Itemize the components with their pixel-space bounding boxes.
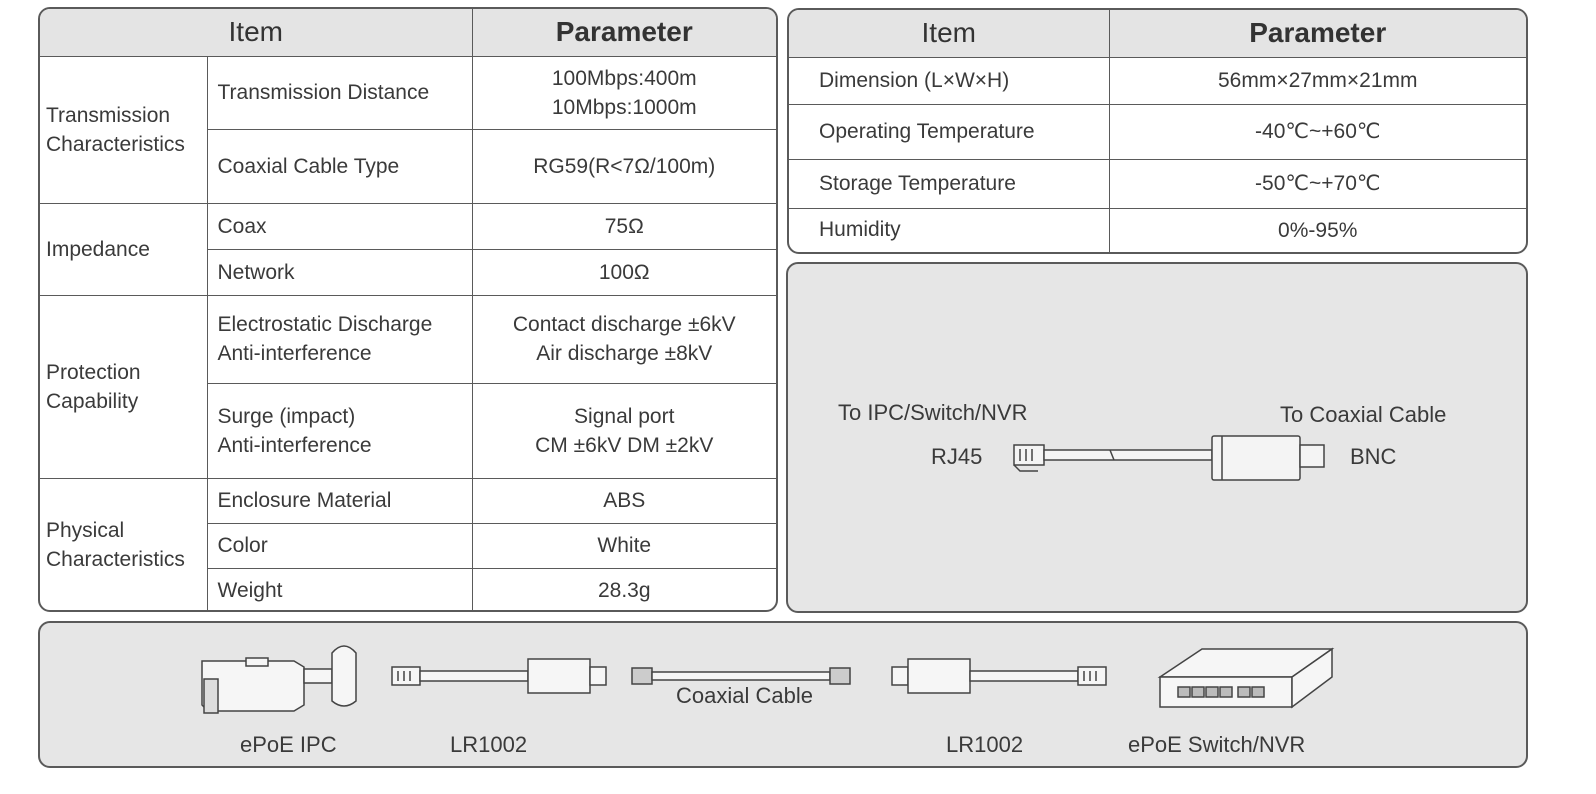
item-network: Network (207, 249, 472, 295)
value-transmission-distance: 100Mbps:400m 10Mbps:1000m (472, 56, 776, 129)
group-impedance: Impedance (40, 203, 207, 295)
value-esd: Contact discharge ±6kV Air discharge ±8kV (472, 295, 776, 383)
label-epoe-switch-nvr: ePoE Switch/NVR (1128, 732, 1306, 757)
label-lr1002-right: LR1002 (946, 732, 1024, 757)
item-esd: Electrostatic Discharge Anti-interference (207, 295, 472, 383)
value-operating-temperature: -40℃~+60℃ (1109, 104, 1526, 159)
item-storage-temperature: Storage Temperature (789, 159, 1109, 208)
group-protection: Protection Capability (40, 295, 207, 478)
value-surge: Signal port CM ±6kV DM ±2kV (472, 383, 776, 478)
value-enclosure-material: ABS (472, 478, 776, 523)
value-dimension: 56mm×27mm×21mm (1109, 57, 1526, 104)
item-weight: Weight (207, 568, 472, 612)
header-parameter: Parameter (472, 9, 776, 56)
item-coax: Coax (207, 203, 472, 249)
spec-table-left (38, 7, 778, 612)
label-coaxial-cable: Coaxial Cable (676, 683, 813, 708)
value-storage-temperature: -50℃~+70℃ (1109, 159, 1526, 208)
value-weight: 28.3g (472, 568, 776, 612)
label-to-coaxial-cable: To Coaxial Cable (1280, 402, 1447, 427)
value-network: 100Ω (472, 249, 776, 295)
header-item: Item (789, 10, 1109, 57)
adapter-right-icon (892, 659, 1106, 693)
group-physical: Physical Characteristics (40, 478, 207, 612)
value-coax: 75Ω (472, 203, 776, 249)
group-transmission: Transmission Characteristics (40, 56, 207, 203)
label-epoe-ipc: ePoE IPC (240, 732, 337, 757)
spec-table-right (787, 8, 1528, 254)
label-bnc: BNC (1350, 444, 1397, 469)
switch-icon (1160, 649, 1332, 707)
item-coaxial-cable-type: Coaxial Cable Type (207, 129, 472, 203)
item-surge: Surge (impact) Anti-interference (207, 383, 472, 478)
device-diagram-panel (786, 262, 1528, 613)
label-rj45: RJ45 (931, 444, 983, 469)
label-lr1002-left: LR1002 (450, 732, 528, 757)
value-coaxial-cable-type: RG59(R<7Ω/100m) (472, 129, 776, 203)
item-operating-temperature: Operating Temperature (789, 104, 1109, 159)
adapter-illustration (788, 264, 1528, 613)
item-transmission-distance: Transmission Distance (207, 56, 472, 129)
value-humidity: 0%-95% (1109, 208, 1526, 252)
item-dimension: Dimension (L×W×H) (789, 57, 1109, 104)
coaxial-cable-icon (632, 668, 850, 684)
camera-icon (202, 646, 356, 713)
item-color: Color (207, 523, 472, 568)
header-parameter: Parameter (1109, 10, 1526, 57)
adapter-left-icon (392, 659, 606, 693)
header-item: Item (40, 9, 472, 56)
value-color: White (472, 523, 776, 568)
label-to-ipc-switch-nvr: To IPC/Switch/NVR (838, 400, 1028, 425)
topology-panel (38, 621, 1528, 768)
item-enclosure-material: Enclosure Material (207, 478, 472, 523)
item-humidity: Humidity (789, 208, 1109, 252)
